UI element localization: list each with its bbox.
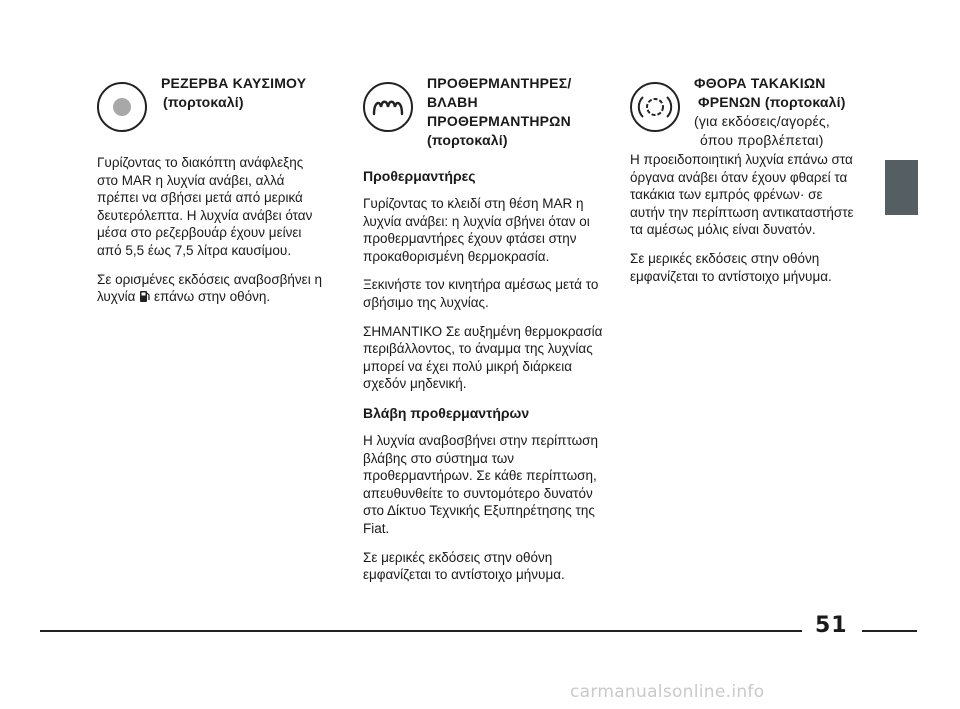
section-tab-marker — [885, 160, 918, 215]
glow-plugs-title: ΠΡΟΘΕΡΜΑΝΤΗΡΕΣ/ ΒΛΑΒΗ ΠΡΟΘΕΡΜΑΝΤΗΡΩΝ (πορτοκαλί) — [427, 75, 572, 148]
fuel-reserve-section — [97, 74, 327, 319]
brake-pad-section — [630, 74, 860, 296]
brake-pad-header — [630, 74, 860, 154]
glow-plugs-paragraph-2: Ξεκινήστε τον κινητήρα αμέσως μετά το σβήσιμο της λυχνίας. — [363, 277, 599, 310]
glow-plugs-heading: Προθερμαντήρες — [363, 168, 476, 184]
fuel-reserve-title: ΡΕΖΕΡΒΑ ΚΑΥΣΙΜΟΥ (πορτοκαλί) — [161, 75, 307, 110]
footer-rule-left — [40, 630, 802, 632]
glow-plug-icon — [363, 82, 413, 132]
page-number: 51 — [815, 613, 848, 638]
footer-rule-right — [862, 630, 917, 632]
brake-pad-wear-icon — [630, 82, 680, 132]
fuel-reserve-header — [97, 74, 327, 154]
brake-pad-paragraph-1: Η προειδοποιητική λυχνία επάνω στα όργανα ανάβει όταν έχουν φθαρεί τα τακάκια των εμπρός φρένων· σε αυτήν την περίπτωση αντικαταστήστε τα αμέσως μόλις είναι δυνατόν. — [630, 152, 854, 238]
watermark-footer: carmanualsonline.info — [570, 682, 765, 702]
glow-plugs-paragraph-4: Η λυχνία αναβοσβήνει στην περίπτωση βλάβης στο σύστημα των προθερμαντήρων. Σε κάθε περίπτωση, απευθυνθείτε το συντομότερο δυνατόν στο Δίκτυο Τεχνικής Εξυπηρέτησης της Fiat. — [363, 432, 598, 536]
glow-plugs-failure-heading: Βλάβη προθερμαντήρων — [363, 404, 530, 421]
brake-pad-paragraph-2: Σε μερικές εκδόσεις στην οθόνη εμφανίζεται το αντίστοιχο μήνυμα. — [630, 250, 832, 284]
fuel-reserve-paragraph-1: Γυρίζοντας το διακόπτη ανάφλεξης στο MAR η λυχνία ανάβει, αλλά πρέπει να σβήσει μετά από μερικά δευτερόλεπτα. Η λυχνία ανάβει όταν μέσα στο ρεζερβουάρ έχουν μείνει από 5,5 έως 7,5 λίτρα καυσίμου. — [97, 155, 313, 258]
fuel-reserve-paragraph-2: Σε ορισμένες εκδόσεις αναβοσβήνει η λυχνία επάνω στην οθόνη. — [97, 271, 327, 308]
glow-plugs-paragraph-5: Σε μερικές εκδόσεις στην οθόνη εμφανίζεται το αντίστοιχο μήνυμα. — [363, 549, 565, 583]
brake-pad-title: ΦΘΟΡΑ ΤΑΚΑΚΙΩΝ ΦΡΕΝΩΝ (πορτοκαλί) (για εκδόσεις/αγορές, όπου προβλέπεται) — [694, 75, 846, 148]
glow-plugs-paragraph-1: Γυρίζοντας το κλειδί στη θέση MAR η λυχνία ανάβει: η λυχνία σβήνει όταν οι προθερμαντήρες έχουν φτάσει στην προκαθορισμένη θερμοκρασία. — [363, 196, 590, 264]
fuel-pump-icon — [139, 290, 150, 308]
glow-plugs-paragraph-3: ΣΗΜΑΝΤΙΚΟ Σε αυξημένη θερμοκρασία περιβάλλοντος, το άναμμα της λυχνίας μπορεί να έχει πολύ μικρή διάρκεια σχεδόν μηδενική. — [363, 323, 603, 392]
glow-plugs-section — [363, 74, 603, 595]
fuel-reserve-icon — [97, 82, 147, 132]
glow-plugs-header — [363, 74, 603, 154]
